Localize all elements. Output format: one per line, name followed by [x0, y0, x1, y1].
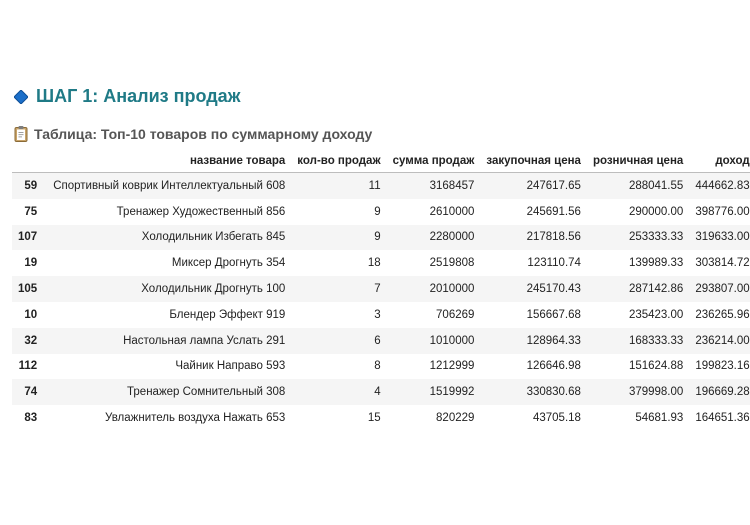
table-row [12, 354, 750, 380]
row-index: 32 [24, 334, 38, 347]
column-header-index [12, 150, 47, 173]
row-index: 107 [18, 231, 38, 244]
purchase-price-cell: 245170.43 [526, 283, 581, 296]
product-name-cell: Тренажер Художественный 856 [116, 205, 286, 218]
sales-sum-cell: 2519808 [429, 257, 475, 270]
product-name-cell: Блендер Эффект 919 [169, 308, 286, 321]
income-cell: 398776.00 [695, 205, 750, 218]
product-name-cell: Холодильник Дрогнуть 100 [141, 283, 286, 296]
income-cell: 303814.72 [695, 257, 750, 270]
column-header-sales-sum: сумма продаж [387, 150, 481, 173]
income-cell: 236265.96 [695, 308, 750, 321]
table-header [12, 150, 750, 173]
sales-count-cell: 6 [374, 334, 381, 347]
column-header-retail-price: розничная цена [587, 150, 689, 173]
table-row [12, 328, 750, 354]
retail-price-cell: 235423.00 [628, 308, 684, 321]
retail-price-cell: 151624.88 [628, 360, 684, 373]
sales-sum-cell: 2280000 [429, 231, 475, 244]
product-name-cell: Настольная лампа Услать 291 [123, 334, 286, 347]
row-index: 10 [24, 308, 38, 321]
product-name-cell: Спортивный коврик Интеллектуальный 608 [53, 179, 286, 192]
sales-sum-cell: 706269 [436, 308, 475, 321]
purchase-price-cell: 330830.68 [526, 386, 581, 399]
table-body [12, 173, 750, 431]
row-index: 59 [24, 179, 38, 192]
sales-count-cell: 11 [368, 179, 381, 192]
table-row [12, 379, 750, 405]
product-name-cell: Увлажнитель воздуха Нажать 653 [105, 412, 286, 425]
sales-count-cell: 15 [367, 412, 381, 425]
row-index: 105 [18, 283, 38, 296]
purchase-price-cell: 245691.56 [526, 205, 581, 218]
retail-price-cell: 168333.33 [628, 334, 684, 347]
purchase-price-cell: 43705.18 [532, 412, 581, 425]
retail-price-cell: 139989.33 [628, 257, 684, 270]
table-caption [14, 125, 372, 142]
product-name-cell: Миксер Дрогнуть 354 [171, 257, 286, 270]
income-cell: 196669.28 [695, 386, 750, 399]
blue-diamond-icon [14, 90, 28, 104]
table-caption-text: Таблица: Топ-10 товаров по суммарному доходу [34, 125, 373, 142]
purchase-price-cell: 156667.68 [526, 308, 581, 321]
sales-sum-cell: 1010000 [429, 334, 475, 347]
step-title-text: ШАГ 1: Анализ продаж [36, 86, 241, 106]
retail-price-cell: 288041.55 [628, 179, 684, 192]
income-cell: 199823.16 [695, 360, 750, 373]
retail-price-cell: 253333.33 [628, 231, 684, 244]
top-products-table [12, 150, 750, 431]
table-row [12, 199, 750, 225]
sales-sum-cell: 2010000 [429, 283, 475, 296]
retail-price-cell: 379998.00 [628, 386, 684, 399]
sales-count-cell: 4 [374, 386, 381, 399]
sales-count-cell: 8 [374, 360, 381, 373]
purchase-price-cell: 128964.33 [526, 334, 581, 347]
table-row [12, 302, 750, 328]
row-index: 112 [18, 360, 38, 373]
row-index: 75 [24, 205, 38, 218]
income-cell: 293807.00 [695, 283, 750, 296]
table-row [12, 250, 750, 276]
sales-sum-cell: 1519992 [429, 386, 475, 399]
row-index: 74 [24, 386, 38, 399]
column-header-sales-count: кол-во продаж [291, 150, 386, 173]
sales-count-cell: 7 [374, 283, 381, 296]
income-cell: 444662.83 [695, 179, 750, 192]
table-row [12, 276, 750, 302]
column-header-income: доход [689, 150, 750, 173]
table-row [12, 173, 750, 199]
column-header-purchase-price: закупочная цена [480, 150, 587, 173]
purchase-price-cell: 217818.56 [526, 231, 581, 244]
product-name-cell: Чайник Направо 593 [175, 360, 286, 373]
step-heading [14, 86, 240, 107]
header-row [12, 150, 750, 173]
retail-price-cell: 287142.86 [628, 283, 684, 296]
sales-sum-cell: 1212999 [429, 360, 475, 373]
purchase-price-cell: 247617.65 [526, 179, 581, 192]
purchase-price-cell: 126646.98 [526, 360, 581, 373]
row-index: 83 [24, 412, 38, 425]
retail-price-cell: 290000.00 [628, 205, 684, 218]
sales-sum-cell: 2610000 [429, 205, 475, 218]
sales-sum-cell: 820229 [436, 412, 475, 425]
table-row [12, 405, 750, 431]
table-row [12, 225, 750, 251]
sales-count-cell: 9 [374, 231, 381, 244]
row-index: 19 [24, 257, 38, 270]
sales-count-cell: 3 [374, 308, 381, 321]
column-header-product-name: название товара [47, 150, 291, 173]
product-name-cell: Холодильник Избегать 845 [141, 231, 286, 244]
retail-price-cell: 54681.93 [635, 412, 684, 425]
sales-count-cell: 9 [374, 205, 381, 218]
income-cell: 164651.36 [695, 412, 750, 425]
clipboard-icon [14, 125, 28, 142]
income-cell: 319633.00 [695, 231, 750, 244]
sales-sum-cell: 3168457 [429, 179, 475, 192]
product-name-cell: Тренажер Сомнительный 308 [127, 386, 286, 399]
purchase-price-cell: 123110.74 [527, 257, 581, 270]
income-cell: 236214.00 [695, 334, 750, 347]
sales-count-cell: 18 [367, 257, 381, 270]
